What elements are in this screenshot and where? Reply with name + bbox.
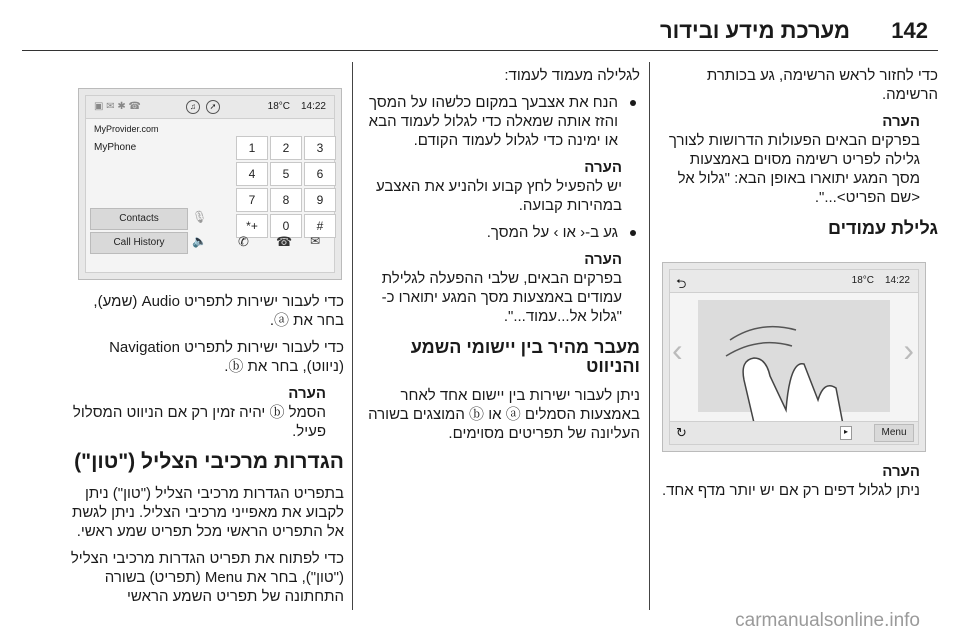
keypad-key-4[interactable]: 4 xyxy=(236,162,268,186)
chevron-right-icon: › xyxy=(903,332,914,368)
menu-button[interactable]: Menu xyxy=(874,424,914,442)
keypad-key-7[interactable]: 7 xyxy=(236,188,268,212)
note-text: הסמל ⓑ יהיה זמין רק אם הניווט המסלול פעיל. xyxy=(72,404,326,440)
note-text: יש להפעיל לחץ קבוע ולהניע את האצבע במהירות קבועה. xyxy=(375,178,622,214)
status-bar xyxy=(86,96,334,119)
bullet-text: הנח את אצבעך במקום כלשהו על המסך והזז אותה שמאלה כדי לגלול לעמוד הבא או ימינה כדי לגלול לעמוד הקודם. xyxy=(368,94,618,149)
keypad-key-5[interactable]: 5 xyxy=(270,162,302,186)
note-label: הערה xyxy=(882,113,920,130)
header-rule xyxy=(22,50,938,51)
phone-name: MyPhone xyxy=(94,142,137,153)
page-number: 142 xyxy=(891,18,928,43)
section-title: מערכת מידע ובידור xyxy=(659,18,850,43)
paragraph: כדי לפתוח את תפריט הגדרות מרכיבי הצליל ("טון"), בחר את Menu (תפריט) בשורה התחתונה של תפריט השמע הראשי xyxy=(70,550,344,605)
keypad-key-3[interactable]: 3 xyxy=(304,136,336,160)
hang-up-icon[interactable]: ☎ xyxy=(276,234,293,249)
note-block xyxy=(658,462,938,500)
status-bar xyxy=(670,270,918,293)
column-middle xyxy=(360,66,640,451)
clock: 14:22 xyxy=(884,275,910,286)
back-icon: ⮌ xyxy=(676,276,687,291)
keypad-key-9[interactable]: 9 xyxy=(304,188,336,212)
keypad-key-2[interactable]: 2 xyxy=(270,136,302,160)
note-label: הערה xyxy=(584,251,622,268)
clock: 14:22 xyxy=(300,101,326,112)
paragraph: כדי לעבור ישירות לתפריט Navigation (ניווט), בחר את ⓑ. xyxy=(109,339,344,375)
provider-name: MyProvider.com xyxy=(94,124,159,134)
keypad-key-hash[interactable]: # xyxy=(304,214,336,238)
audio-shortcut-icon[interactable]: ♫ xyxy=(186,100,200,114)
column-divider-left xyxy=(352,62,353,610)
section-heading: מעבר מהיר בין יישומי השמע והניווט xyxy=(410,337,640,376)
column-left xyxy=(66,292,344,614)
voicemail-icon[interactable]: ✉ xyxy=(310,234,321,248)
navigation-shortcut-icon[interactable]: ➚ xyxy=(206,100,220,114)
status-icons: ▣ ✉ ✱ ☎ xyxy=(94,101,141,112)
keypad-key-star[interactable]: *+ xyxy=(236,214,268,238)
note-text: בפרקים הבאים הפעולות הדרושות לצורך גלילה לפריט רשימה מסוים באמצעות מסך המגע יתוארו באופן הבא: "גלול אל <שם הפריט>...". xyxy=(668,132,920,206)
finger-icon xyxy=(700,300,860,440)
screen xyxy=(669,269,919,445)
paragraph: כדי לחזור לראש הרשימה, גע בכותרת הרשימה. xyxy=(706,67,938,103)
keypad-key-6[interactable]: 6 xyxy=(304,162,336,186)
bullet-dot xyxy=(630,100,636,106)
phone-keypad-illustration xyxy=(78,88,342,280)
note-text: ניתן לגלול דפים רק אם יש יותר מדף אחד. xyxy=(661,482,920,499)
temperature: 18°C xyxy=(267,101,290,112)
screen xyxy=(85,95,335,273)
note-label: הערה xyxy=(584,159,622,176)
column-right-lower xyxy=(658,462,938,508)
note-label: הערה xyxy=(882,463,920,480)
bullet-dot xyxy=(630,230,636,236)
bottom-bar xyxy=(670,421,918,444)
bullet-item xyxy=(360,223,640,242)
bullet-item xyxy=(360,93,640,150)
note-block xyxy=(360,158,640,215)
keypad-key-8[interactable]: 8 xyxy=(270,188,302,212)
keypad-key-1[interactable]: 1 xyxy=(236,136,268,160)
call-history-button[interactable]: Call History xyxy=(90,232,188,254)
paragraph: ניתן לעבור ישירות בין יישום אחד לאחר באמצעות הסמלים ⓐ או ⓑ המוצגים בשורה העליונה של תפריטים מסוימים. xyxy=(368,387,640,442)
section-heading: הגדרות מרכיבי הצליל ("טון") xyxy=(74,450,344,473)
note-text: בפרקים הבאים, שלבי ההפעלה לגלילת עמודים באמצעות מסך המגע יתוארו כ-"גלול אל...עמוד...". xyxy=(381,270,622,325)
note-label: הערה xyxy=(288,385,326,402)
rotate-icon: ↻ xyxy=(676,425,687,440)
mute-icon[interactable]: 🎙 xyxy=(192,210,208,224)
play-icon: ▸ xyxy=(840,426,852,440)
watermark: carmanualsonline.info xyxy=(735,610,920,631)
page-header xyxy=(22,0,938,52)
chevron-left-icon: ‹ xyxy=(672,332,683,368)
call-icon[interactable]: ✆ xyxy=(238,234,249,249)
note-block xyxy=(658,112,938,207)
speaker-icon[interactable]: 🔈 xyxy=(192,234,207,248)
section-heading: גלילת עמודים xyxy=(828,218,938,238)
note-block xyxy=(66,384,344,441)
paragraph: כדי לעבור ישירות לתפריט Audio (שמע), בחר את ⓐ. xyxy=(93,293,344,329)
paragraph: בתפריט הגדרות מרכיבי הצליל ("טון") ניתן לקבוע את מאפייני מרכיבי הצליל. ניתן לגשת אל התפריט הראשי מכל תפריט שמע ראשי. xyxy=(72,485,344,540)
paragraph: לגלילה מעמוד לעמוד: xyxy=(504,67,640,84)
keypad-key-0[interactable]: 0 xyxy=(270,214,302,238)
column-right xyxy=(658,66,938,248)
bullet-text: גע ב-‹ או › על המסך. xyxy=(486,224,618,241)
temperature: 18°C xyxy=(851,275,874,286)
column-divider-right xyxy=(649,62,650,610)
contacts-button[interactable]: Contacts xyxy=(90,208,188,230)
page-scroll-illustration xyxy=(662,262,926,452)
note-block xyxy=(360,250,640,326)
